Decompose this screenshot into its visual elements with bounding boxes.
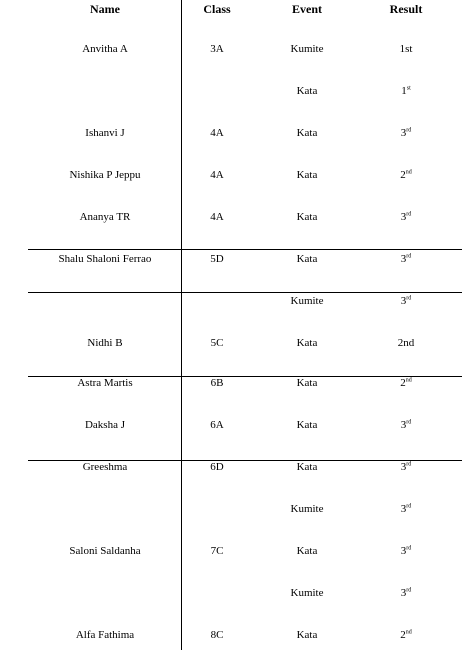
class-cell: 6D [210,461,224,473]
name-cell: Ananya TR [79,211,131,223]
event-cell: Kata [296,461,318,473]
name-cell: Anvitha A [82,43,128,55]
class-cell: 5D [210,253,224,265]
result-ordinal-suffix: nd [405,377,412,384]
result-ordinal-suffix: rd [406,503,412,510]
result-cell: 1st [401,85,411,97]
event-cell: Kata [296,169,318,181]
name-cell: Nidhi B [87,337,123,349]
result-cell: 3rd [400,127,412,139]
name-cell: Nishika P Jeppu [69,169,141,181]
result-ordinal-suffix: rd [406,587,412,594]
result-ordinal-suffix: nd [405,169,412,176]
event-cell: Kumite [290,503,324,515]
class-cell: 4A [210,169,224,181]
result-cell: 2nd [400,169,412,181]
event-cell: Kata [296,337,318,349]
row-divider [28,292,462,293]
header-result: Result [389,2,423,16]
result-ordinal-suffix: rd [406,253,412,260]
class-cell: 5C [210,337,224,349]
event-cell: Kumite [290,43,324,55]
result-cell: 1st [399,43,413,55]
result-cell: 3rd [400,503,412,515]
result-cell: 3rd [400,253,412,265]
row-divider [28,249,462,250]
result-cell: 2nd [400,377,412,389]
class-cell: 7C [210,545,224,557]
event-cell: Kata [296,211,318,223]
result-ordinal-suffix: rd [406,211,412,218]
result-ordinal-suffix: rd [406,127,412,134]
event-cell: Kata [296,127,318,139]
event-cell: Kata [296,629,318,641]
result-ordinal-suffix: rd [406,419,412,426]
event-cell: Kata [296,253,318,265]
result-cell: 3rd [400,545,412,557]
name-cell: Shalu Shaloni Ferrao [58,253,152,265]
name-cell: Ishanvi J [85,127,125,139]
result-ordinal-suffix: st [406,85,411,92]
result-ordinal-suffix: rd [406,545,412,552]
header-event: Event [292,2,322,16]
class-cell: 8C [210,629,224,641]
event-cell: Kumite [290,295,324,307]
event-cell: Kata [296,545,318,557]
header-name: Name [90,2,120,16]
result-cell: 3rd [400,295,412,307]
class-cell: 6B [210,377,224,389]
name-cell: Greeshma [82,461,128,473]
name-cell: Astra Martis [77,377,133,389]
result-cell: 3rd [400,211,412,223]
name-cell: Saloni Saldanha [69,545,141,557]
header-class: Class [203,2,231,16]
class-cell: 4A [210,127,224,139]
class-cell: 6A [210,419,224,431]
name-cell: Daksha J [84,419,126,431]
result-ordinal-suffix: rd [406,295,412,302]
result-cell: 2nd [400,629,412,641]
event-cell: Kata [296,85,318,97]
result-ordinal-suffix: rd [406,461,412,468]
class-cell: 3A [210,43,224,55]
event-cell: Kata [296,377,318,389]
name-cell: Alfa Fathima [75,629,135,641]
result-cell: 2nd [397,337,415,349]
event-cell: Kata [296,419,318,431]
result-cell: 3rd [400,587,412,599]
class-cell: 4A [210,211,224,223]
event-cell: Kumite [290,587,324,599]
result-cell: 3rd [400,419,412,431]
result-cell: 3rd [400,461,412,473]
result-ordinal-suffix: nd [405,629,412,636]
